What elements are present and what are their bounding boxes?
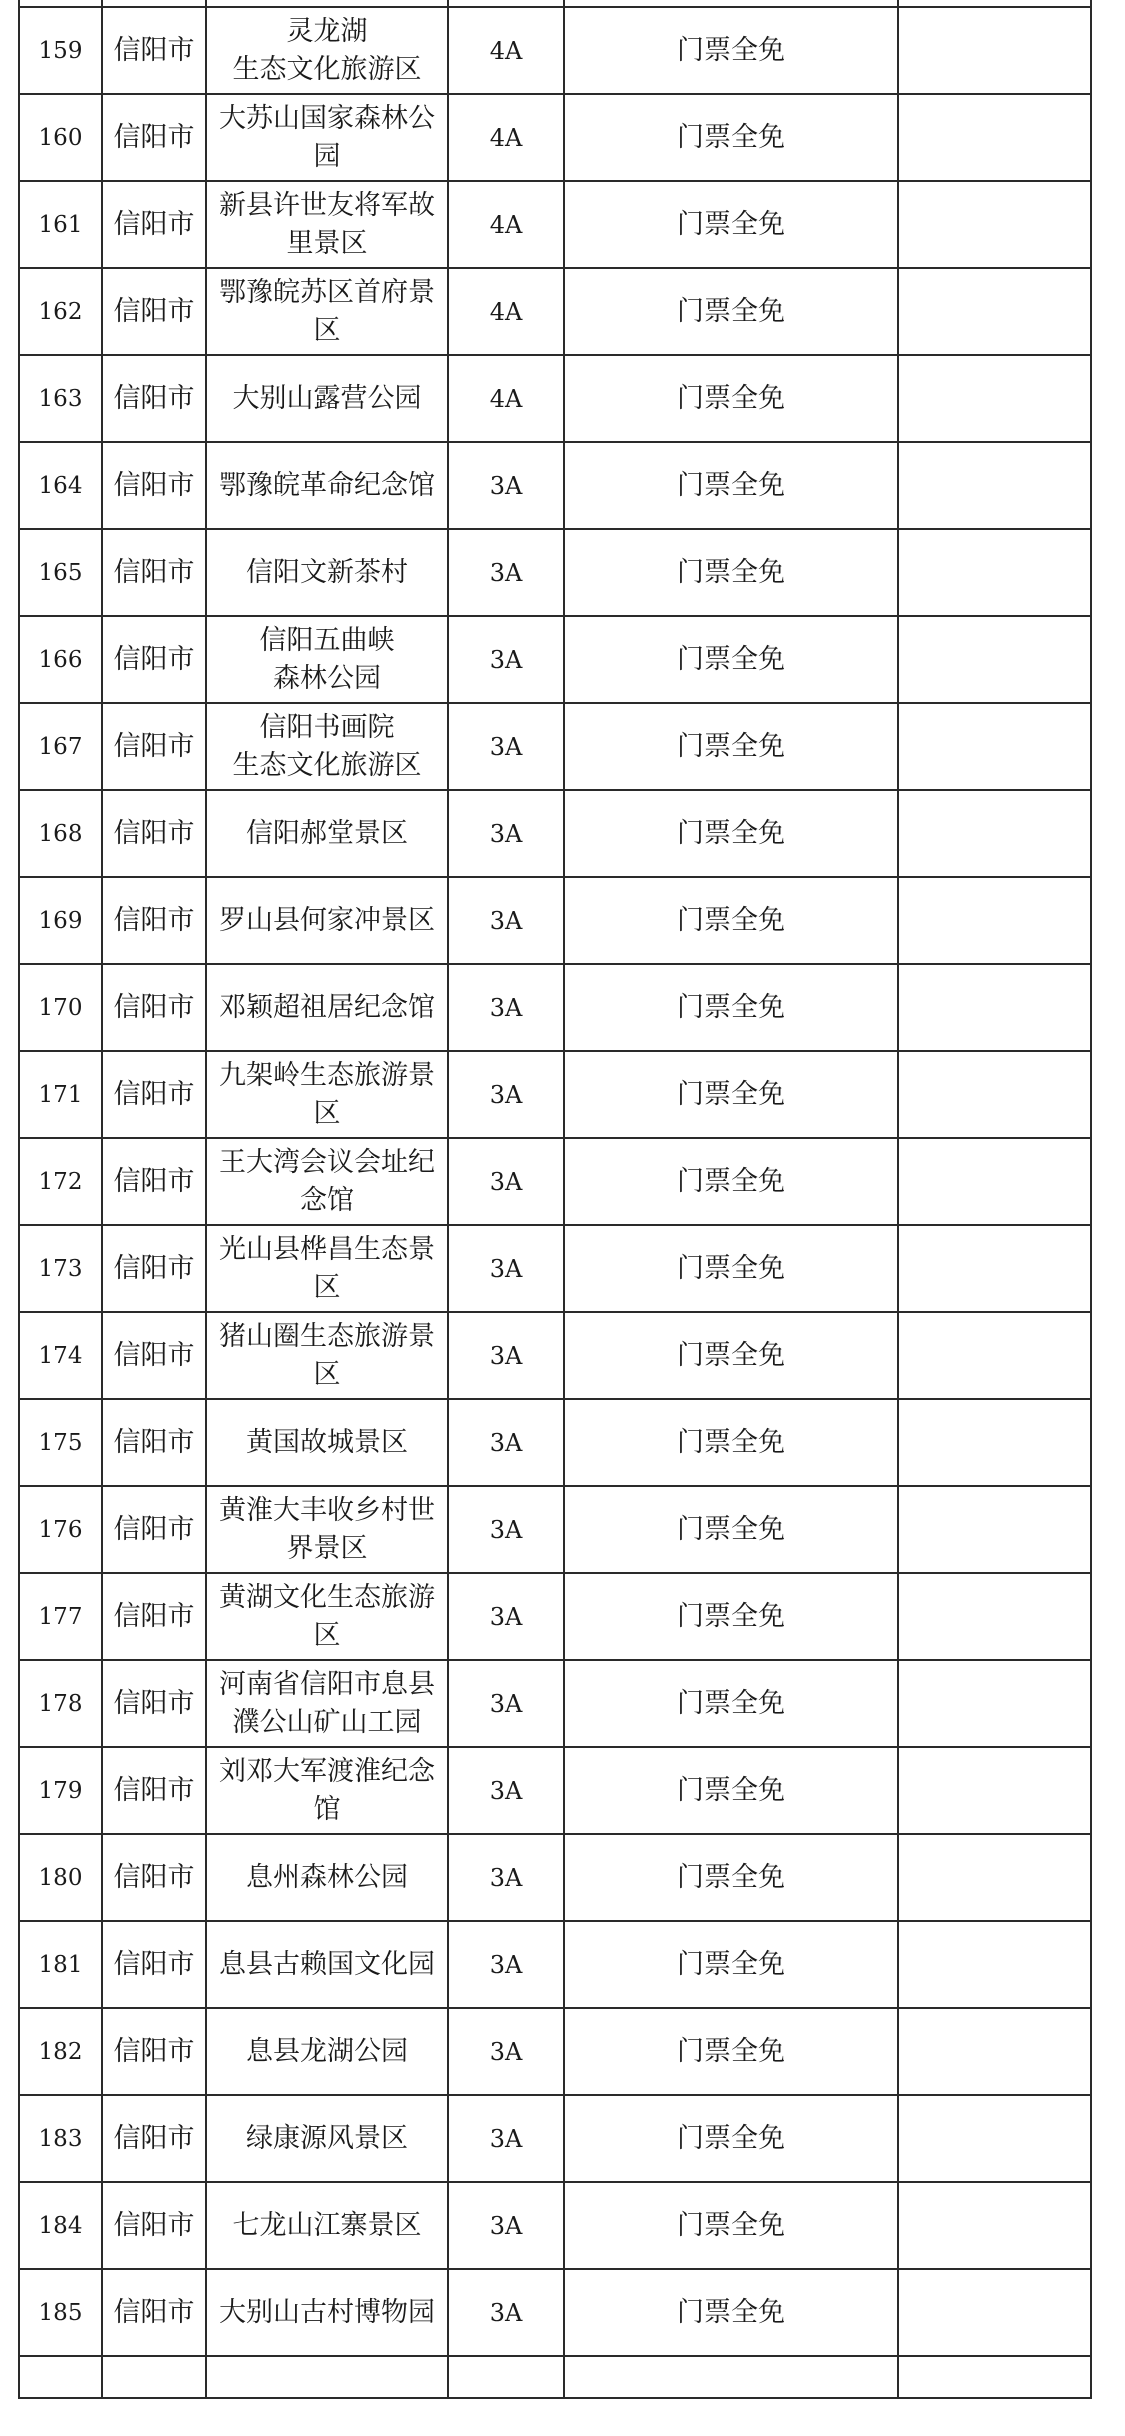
scenic-spot-name-cell xyxy=(206,355,448,442)
row-number-cell: 159 xyxy=(19,7,102,94)
table-row xyxy=(19,2008,1091,2095)
ticket-policy-cell: 门票全免 xyxy=(564,442,898,529)
city-cell: 信阳市 xyxy=(102,268,206,355)
scenic-spot-name-line: 鄂豫皖革命纪念馆 xyxy=(219,469,435,501)
grade-cell: 3A xyxy=(448,442,564,529)
ticket-policy-cell: 门票全免 xyxy=(564,2182,898,2269)
scenic-spot-name-line: 鄂豫皖苏区首府景 xyxy=(219,276,435,308)
scenic-spot-name-line: 黄国故城景区 xyxy=(246,1426,408,1458)
note-cell xyxy=(898,1834,1091,1921)
scenic-spot-name-cell xyxy=(206,1573,448,1660)
scenic-spot-name-line: 邓颖超祖居纪念馆 xyxy=(219,991,435,1023)
scenic-spot-name-cell xyxy=(206,964,448,1051)
table-row xyxy=(19,2095,1091,2182)
grade-cell: 3A xyxy=(448,1921,564,2008)
city-cell: 信阳市 xyxy=(102,442,206,529)
table-row xyxy=(19,355,1091,442)
table-row xyxy=(19,529,1091,616)
ticket-policy-cell: 门票全免 xyxy=(564,1486,898,1573)
city-cell: 信阳市 xyxy=(102,1051,206,1138)
scenic-spot-name-line: 河南省信阳市息县 xyxy=(219,1668,435,1700)
note-cell xyxy=(898,790,1091,877)
ticket-policy-cell: 门票全免 xyxy=(564,790,898,877)
table-cell xyxy=(564,0,898,7)
scenic-spot-name-cell xyxy=(206,2182,448,2269)
scenic-spot-name-line: 生态文化旅游区 xyxy=(232,749,422,781)
city-cell: 信阳市 xyxy=(102,1138,206,1225)
table-row xyxy=(19,94,1091,181)
grade-cell: 3A xyxy=(448,703,564,790)
ticket-policy-cell: 门票全免 xyxy=(564,1660,898,1747)
table-cell xyxy=(448,0,564,7)
table-row xyxy=(19,181,1091,268)
scenic-spot-name-line: 森林公园 xyxy=(273,662,381,694)
row-number-cell: 162 xyxy=(19,268,102,355)
row-number-cell: 166 xyxy=(19,616,102,703)
grade-cell: 3A xyxy=(448,2095,564,2182)
scenic-spot-name-line: 新县许世友将军故 xyxy=(219,189,435,221)
table-row xyxy=(19,703,1091,790)
row-number-cell: 183 xyxy=(19,2095,102,2182)
note-cell xyxy=(898,2269,1091,2356)
row-number-cell: 175 xyxy=(19,1399,102,1486)
scenic-spot-name-line: 刘邓大军渡淮纪念 xyxy=(219,1755,435,1787)
scenic-spot-name-line: 园 xyxy=(313,140,341,172)
table-row xyxy=(19,1051,1091,1138)
city-cell: 信阳市 xyxy=(102,790,206,877)
note-cell xyxy=(898,616,1091,703)
grade-cell: 3A xyxy=(448,1660,564,1747)
note-cell xyxy=(898,1051,1091,1138)
grade-cell: 3A xyxy=(448,1747,564,1834)
scenic-spot-name-line: 王大湾会议会址纪 xyxy=(219,1146,435,1178)
row-number-cell: 179 xyxy=(19,1747,102,1834)
city-cell: 信阳市 xyxy=(102,94,206,181)
grade-cell: 3A xyxy=(448,1225,564,1312)
scenic-spot-name-line: 念馆 xyxy=(300,1184,354,1216)
row-number-cell: 178 xyxy=(19,1660,102,1747)
table-row xyxy=(19,442,1091,529)
scenic-spot-name-line: 馆 xyxy=(313,1793,341,1825)
scenic-spot-name-cell xyxy=(206,1051,448,1138)
grade-cell: 4A xyxy=(448,94,564,181)
scenic-spot-name-cell xyxy=(206,268,448,355)
city-cell: 信阳市 xyxy=(102,2269,206,2356)
city-cell: 信阳市 xyxy=(102,616,206,703)
table-row xyxy=(19,1834,1091,1921)
ticket-policy-cell: 门票全免 xyxy=(564,2095,898,2182)
scenic-spot-name-line: 息州森林公园 xyxy=(246,1861,408,1893)
ticket-policy-cell: 门票全免 xyxy=(564,1573,898,1660)
note-cell xyxy=(898,1225,1091,1312)
note-cell xyxy=(898,877,1091,964)
row-number-cell: 161 xyxy=(19,181,102,268)
city-cell: 信阳市 xyxy=(102,2182,206,2269)
scenic-spot-name-line: 区 xyxy=(313,1271,341,1303)
table-row xyxy=(19,2182,1091,2269)
ticket-policy-cell: 门票全免 xyxy=(564,355,898,442)
table-row xyxy=(19,1312,1091,1399)
table-row xyxy=(19,1573,1091,1660)
row-number-cell: 168 xyxy=(19,790,102,877)
note-cell xyxy=(898,181,1091,268)
scenic-spot-name-line: 区 xyxy=(313,1097,341,1129)
grade-cell: 3A xyxy=(448,1138,564,1225)
table-row xyxy=(19,1921,1091,2008)
ticket-policy-cell: 门票全免 xyxy=(564,1225,898,1312)
grade-cell: 3A xyxy=(448,1834,564,1921)
scenic-spot-name-cell xyxy=(206,1399,448,1486)
ticket-policy-cell: 门票全免 xyxy=(564,616,898,703)
grade-cell: 3A xyxy=(448,1573,564,1660)
table-row xyxy=(19,1747,1091,1834)
city-cell: 信阳市 xyxy=(102,1834,206,1921)
city-cell: 信阳市 xyxy=(102,1573,206,1660)
note-cell xyxy=(898,1486,1091,1573)
table-cell xyxy=(102,2356,206,2398)
scenic-spot-name-cell xyxy=(206,1225,448,1312)
scenic-spot-name-line: 光山县桦昌生态景 xyxy=(219,1233,435,1265)
scenic-spot-name-line: 绿康源风景区 xyxy=(246,2122,408,2154)
scenic-spot-name-line: 区 xyxy=(313,1619,341,1651)
note-cell xyxy=(898,1312,1091,1399)
grade-cell: 3A xyxy=(448,2269,564,2356)
scenic-spot-name-cell xyxy=(206,181,448,268)
grade-cell: 3A xyxy=(448,529,564,616)
scenic-spot-name-cell xyxy=(206,1834,448,1921)
row-number-cell: 181 xyxy=(19,1921,102,2008)
note-cell xyxy=(898,529,1091,616)
ticket-policy-cell: 门票全免 xyxy=(564,1312,898,1399)
note-cell xyxy=(898,7,1091,94)
city-cell: 信阳市 xyxy=(102,1921,206,2008)
row-number-cell: 173 xyxy=(19,1225,102,1312)
ticket-policy-cell: 门票全免 xyxy=(564,1834,898,1921)
scenic-spot-name-cell xyxy=(206,1747,448,1834)
ticket-policy-cell: 门票全免 xyxy=(564,703,898,790)
scenic-spot-name-line: 信阳书画院 xyxy=(259,711,395,743)
ticket-policy-cell: 门票全免 xyxy=(564,529,898,616)
ticket-policy-cell: 门票全免 xyxy=(564,181,898,268)
row-number-cell: 169 xyxy=(19,877,102,964)
grade-cell: 3A xyxy=(448,616,564,703)
note-cell xyxy=(898,355,1091,442)
table-row xyxy=(19,1138,1091,1225)
grade-cell: 3A xyxy=(448,1312,564,1399)
ticket-policy-cell: 门票全免 xyxy=(564,2269,898,2356)
scenic-spot-name-cell xyxy=(206,2269,448,2356)
ticket-policy-cell: 门票全免 xyxy=(564,1051,898,1138)
city-cell: 信阳市 xyxy=(102,1225,206,1312)
scenic-spot-name-line: 信阳五曲峡 xyxy=(259,624,395,656)
scenic-spot-name-cell xyxy=(206,616,448,703)
city-cell: 信阳市 xyxy=(102,529,206,616)
scenic-spot-name-cell xyxy=(206,529,448,616)
scenic-spot-name-line: 黄湖文化生态旅游 xyxy=(219,1581,435,1613)
scenic-spot-name-line: 大苏山国家森林公 xyxy=(219,102,435,134)
table-row xyxy=(19,964,1091,1051)
grade-cell: 3A xyxy=(448,1486,564,1573)
note-cell xyxy=(898,1660,1091,1747)
note-cell xyxy=(898,1921,1091,2008)
note-cell xyxy=(898,2095,1091,2182)
city-cell: 信阳市 xyxy=(102,1399,206,1486)
table-row xyxy=(19,1660,1091,1747)
ticket-policy-cell: 门票全免 xyxy=(564,964,898,1051)
scenic-spot-name-line: 黄淮大丰收乡村世 xyxy=(219,1494,435,1526)
row-number-cell: 164 xyxy=(19,442,102,529)
city-cell: 信阳市 xyxy=(102,703,206,790)
table-cell xyxy=(19,0,102,7)
note-cell xyxy=(898,2008,1091,2095)
table-cell xyxy=(564,2356,898,2398)
scenic-spot-name-cell xyxy=(206,2095,448,2182)
row-number-cell: 163 xyxy=(19,355,102,442)
scenic-spot-name-line: 信阳郝堂景区 xyxy=(246,817,408,849)
grade-cell: 4A xyxy=(448,355,564,442)
table-cell xyxy=(898,0,1091,7)
table-row xyxy=(19,2269,1091,2356)
scenic-spot-name-line: 里景区 xyxy=(286,227,368,259)
table-cell xyxy=(102,0,206,7)
table-row xyxy=(19,877,1091,964)
scenic-spot-name-cell xyxy=(206,1921,448,2008)
scenic-spot-name-line: 大别山露营公园 xyxy=(232,382,422,414)
table-cell xyxy=(19,2356,102,2398)
scenic-spot-name-line: 息县龙湖公园 xyxy=(246,2035,408,2067)
table-row-partial-top xyxy=(19,0,1091,7)
city-cell: 信阳市 xyxy=(102,964,206,1051)
city-cell: 信阳市 xyxy=(102,877,206,964)
grade-cell: 3A xyxy=(448,2182,564,2269)
scenic-spot-name-line: 区 xyxy=(313,1358,341,1390)
city-cell: 信阳市 xyxy=(102,1747,206,1834)
scenic-spots-table xyxy=(18,0,1092,2399)
scenic-spot-name-line: 区 xyxy=(313,314,341,346)
city-cell: 信阳市 xyxy=(102,1312,206,1399)
scenic-spot-name-cell xyxy=(206,442,448,529)
grade-cell: 3A xyxy=(448,964,564,1051)
note-cell xyxy=(898,268,1091,355)
ticket-policy-cell: 门票全免 xyxy=(564,1747,898,1834)
table-row xyxy=(19,268,1091,355)
city-cell: 信阳市 xyxy=(102,1660,206,1747)
table-cell xyxy=(898,2356,1091,2398)
scenic-spot-name-cell xyxy=(206,1486,448,1573)
scenic-spot-name-line: 信阳文新茶村 xyxy=(246,556,408,588)
row-number-cell: 172 xyxy=(19,1138,102,1225)
note-cell xyxy=(898,1573,1091,1660)
table-cell xyxy=(206,2356,448,2398)
scenic-spot-name-cell xyxy=(206,703,448,790)
city-cell: 信阳市 xyxy=(102,2095,206,2182)
scenic-spot-name-cell xyxy=(206,7,448,94)
row-number-cell: 185 xyxy=(19,2269,102,2356)
scenic-spot-name-cell xyxy=(206,1138,448,1225)
grade-cell: 4A xyxy=(448,7,564,94)
grade-cell: 3A xyxy=(448,1051,564,1138)
ticket-policy-cell: 门票全免 xyxy=(564,1399,898,1486)
grade-cell: 3A xyxy=(448,2008,564,2095)
scenic-spot-name-line: 濮公山矿山工园 xyxy=(232,1706,422,1738)
scenic-spot-name-cell xyxy=(206,877,448,964)
note-cell xyxy=(898,1138,1091,1225)
city-cell: 信阳市 xyxy=(102,7,206,94)
table-row xyxy=(19,7,1091,94)
note-cell xyxy=(898,964,1091,1051)
row-number-cell: 160 xyxy=(19,94,102,181)
city-cell: 信阳市 xyxy=(102,2008,206,2095)
table-row-partial-bottom xyxy=(19,2356,1091,2398)
table-row xyxy=(19,1225,1091,1312)
row-number-cell: 180 xyxy=(19,1834,102,1921)
grade-cell: 4A xyxy=(448,181,564,268)
scenic-spot-name-cell xyxy=(206,1312,448,1399)
table-cell xyxy=(206,0,448,7)
scenic-spot-name-line: 猪山圈生态旅游景 xyxy=(219,1320,435,1352)
grade-cell: 3A xyxy=(448,877,564,964)
grade-cell: 4A xyxy=(448,268,564,355)
ticket-policy-cell: 门票全免 xyxy=(564,268,898,355)
scenic-spot-name-line: 九架岭生态旅游景 xyxy=(219,1059,435,1091)
row-number-cell: 182 xyxy=(19,2008,102,2095)
row-number-cell: 170 xyxy=(19,964,102,1051)
ticket-policy-cell: 门票全免 xyxy=(564,1921,898,2008)
note-cell xyxy=(898,2182,1091,2269)
row-number-cell: 165 xyxy=(19,529,102,616)
ticket-policy-cell: 门票全免 xyxy=(564,94,898,181)
row-number-cell: 184 xyxy=(19,2182,102,2269)
note-cell xyxy=(898,1747,1091,1834)
scenic-spot-name-line: 界景区 xyxy=(286,1532,368,1564)
grade-cell: 3A xyxy=(448,1399,564,1486)
scenic-spot-name-line: 大别山古村博物园 xyxy=(219,2296,435,2328)
scenic-spot-name-line: 生态文化旅游区 xyxy=(232,53,422,85)
table-row xyxy=(19,616,1091,703)
scenic-spot-name-line: 灵龙湖 xyxy=(286,15,368,47)
scenic-spot-name-cell xyxy=(206,2008,448,2095)
scenic-spot-name-cell xyxy=(206,94,448,181)
scenic-spot-name-line: 七龙山江寨景区 xyxy=(232,2209,422,2241)
note-cell xyxy=(898,1399,1091,1486)
scenic-spot-name-cell xyxy=(206,1660,448,1747)
table-row xyxy=(19,790,1091,877)
note-cell xyxy=(898,703,1091,790)
ticket-policy-cell: 门票全免 xyxy=(564,1138,898,1225)
table-row xyxy=(19,1399,1091,1486)
scenic-spot-name-cell xyxy=(206,790,448,877)
city-cell: 信阳市 xyxy=(102,355,206,442)
scenic-spot-name-line: 息县古赖国文化园 xyxy=(219,1948,435,1980)
row-number-cell: 174 xyxy=(19,1312,102,1399)
table-row xyxy=(19,1486,1091,1573)
row-number-cell: 177 xyxy=(19,1573,102,1660)
table-body xyxy=(19,0,1091,2398)
scenic-spot-name-line: 罗山县何家冲景区 xyxy=(219,904,435,936)
ticket-policy-cell: 门票全免 xyxy=(564,2008,898,2095)
row-number-cell: 176 xyxy=(19,1486,102,1573)
city-cell: 信阳市 xyxy=(102,1486,206,1573)
ticket-policy-cell: 门票全免 xyxy=(564,7,898,94)
row-number-cell: 171 xyxy=(19,1051,102,1138)
row-number-cell: 167 xyxy=(19,703,102,790)
grade-cell: 3A xyxy=(448,790,564,877)
ticket-policy-cell: 门票全免 xyxy=(564,877,898,964)
note-cell xyxy=(898,94,1091,181)
city-cell: 信阳市 xyxy=(102,181,206,268)
note-cell xyxy=(898,442,1091,529)
table-cell xyxy=(448,2356,564,2398)
